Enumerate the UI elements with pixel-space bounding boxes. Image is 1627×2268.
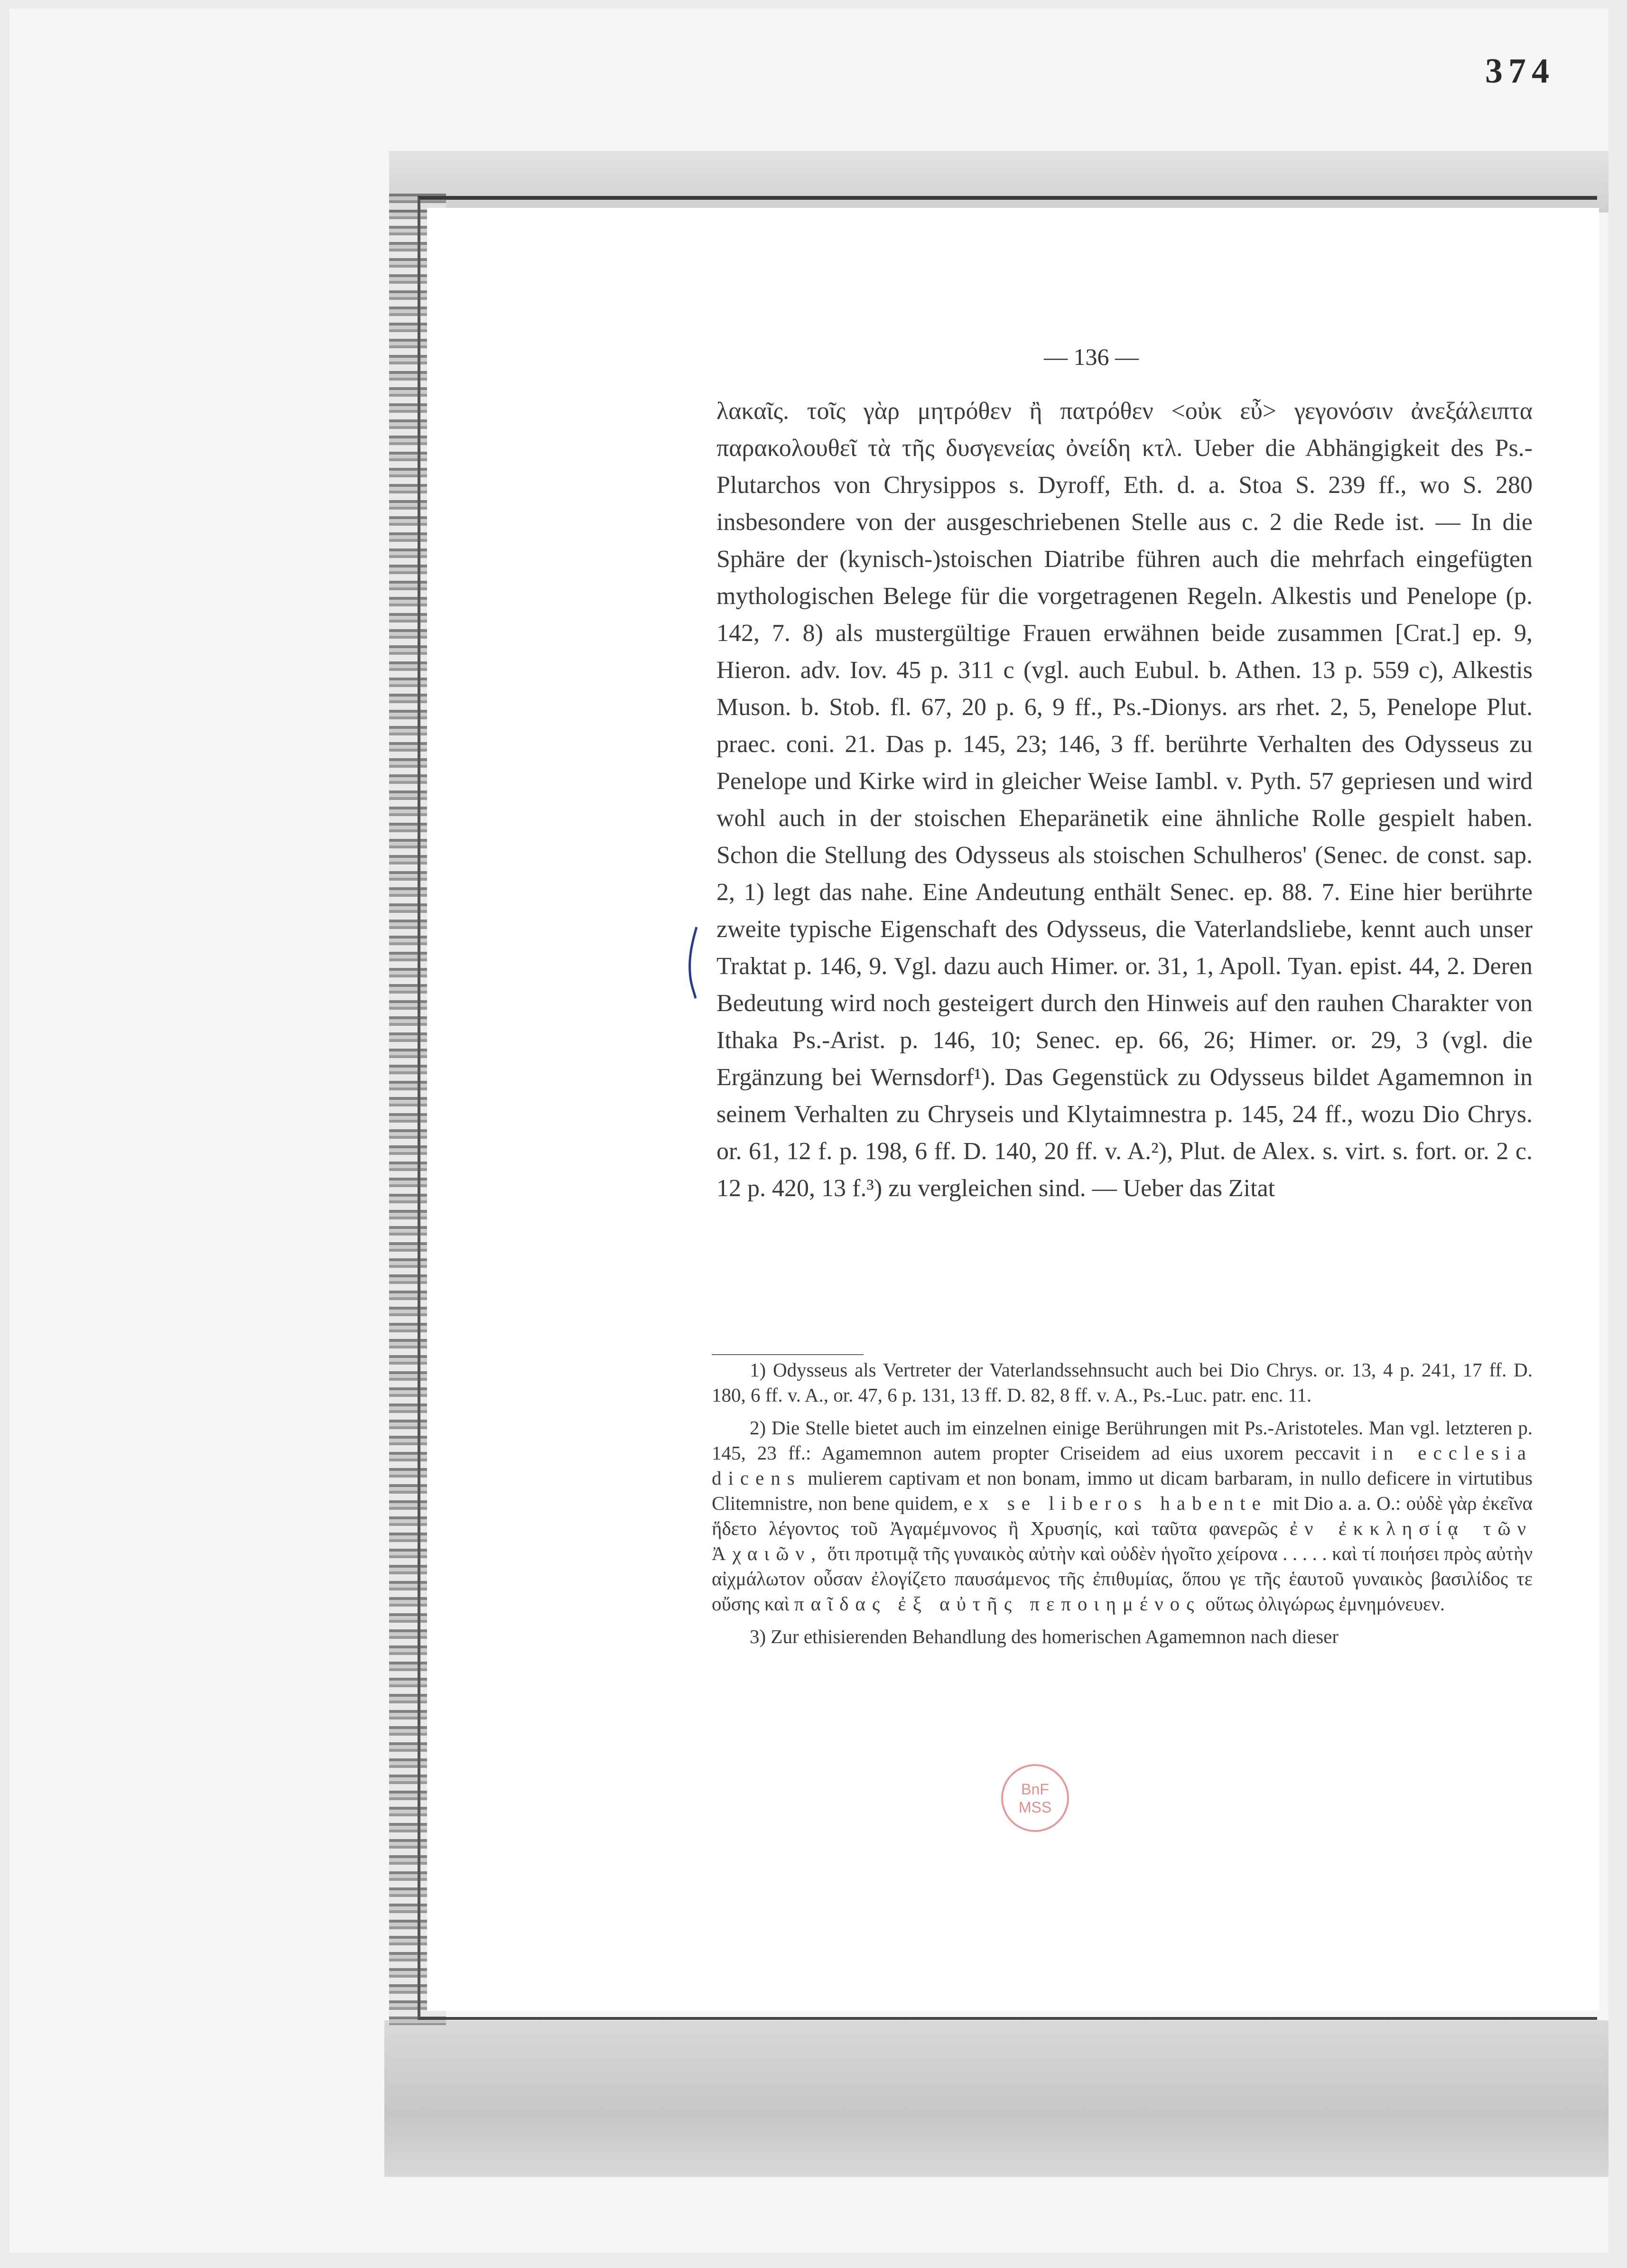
body-text: λακαῖς. τοῖς γὰρ μητρόθεν ἢ πατρόθεν <οὐκ εὖ> γεγονόσιν ἀνεξάλειπτα παρακολουθεῖ τὰ τῆς δυσγενείας ὀνείδη κτλ. Ueber die Abhängigkeit des Ps.-Plutarchos von Chrysippos s. Dyroff, Eth. d. a. Stoa S. 239 ff., wo S. 280 insbesondere von der ausgeschriebenen Stelle aus c. 2 die Rede ist. — In die Sphäre der (kynisch-)stoischen Diatribe führen auch die mehrfach eingefügten mythologischen Belege für die vorgetragenen Regeln. Alkestis und Penelope (p. 142, 7. 8) als mustergültige Frauen erwähnen beide zusammen [Crat.] ep. 9, Hieron. adv. Iov. 45 p. 311 c (vgl. auch Eubul. b. Athen. 13 p. 559 c), Alkestis Muson. b. Stob. fl. 67, 20 p. 6, 9 ff., Ps.-Dionys. ars rhet. 2, 5, Penelope Plut. praec. coni. 21. Das p. 145, 23; 146, 3 ff. berührte Verhalten des Odysseus zu Penelope und Kirke wird in gleicher Weise Iambl. v. Pyth. 57 gepriesen und wird wohl auch in der stoischen Eheparänetik eine ähnliche Rolle gespielt haben. Schon die Stellung des Odysseus als stoischen Schulheros' (Senec. de const. sap. 2, 1) legt das nahe. Eine Andeutung enthält Senec. ep. 88. 7. Eine hier berührte zweite typische Eigenschaft des Odysseus, die Vaterlandsliebe, kennt auch unser Traktat p. 146, 9. Vgl. dazu auch Himer. or. 31, 1, Apoll. Tyan. epist. 44, 2. Deren Bedeutung wird noch gesteigert durch den Hinweis auf den rauhen Charakter von Ithaka Ps.-Arist. p. 146, 10; Senec. ep. 66, 26; Himer. or. 29, 3 (vgl. die Ergänzung bei Wernsdorf¹). Das Gegenstück zu Odysseus bildet Agamemnon in seinem Verhalten zu Chryseis und Klytaimnestra p. 145, 24 ff., wozu Dio Chrys. or. 61, 12 f. p. 198, 6 ff. D. 140, 20 ff. v. A.²), Plut. de Alex. s. virt. s. fort. or. 2 c. 12 p. 420, 13 f.³) zu vergleichen sind. — Ueber das Zitat (716, 398, 1533, 1202)
margin-pencil-mark (683, 924, 702, 1000)
folio-number: 374 (1485, 52, 1555, 91)
scanned-sheet (9, 9, 1608, 2253)
footnote-2: 2) Die Stelle bietet auch im einzelnen einige Berührungen mit Ps.-Aristoteles. Man vgl. letzteren p. 145, 23 ff.: Agamemnon autem propter Criseidem ad eius uxorem peccavit in ecclesia dicens mulierem captivam et non bonam, immo ut dicam barbaram, in nullo deficere in virtutibus Clitemnistre, non bene quidem, ex se liberos habente mit Dio a. a. O.: οὐδὲ γὰρ ἐκεῖνα ἥδετο λέγοντος τοῦ Ἀγαμέμνονος ἢ Χρυσηίς, καὶ ταῦτα φανερῶς ἐν ἐκκλησίᾳ τῶν Ἀχαιῶν, ὅτι προτιμᾷ τῆς γυναικὸς αὐτὴν καὶ οὐδὲν ἡγοῖτο χείρονα . . . . . καὶ τί ποιήσει πρὸς αὐτὴν αἰχμάλωτον οὖσαν ἐλογίζετο παυσάμενος τῆς ἐπιθυμίας, ὅπου γε τῆς ἑαυτοῦ γυναικὸς βασιλίδος τε οὔσης καὶ παῖδας ἐξ αὐτῆς πεποιημένος οὕτως ὀλιγώρως ἐμνημόνευεν. (712, 1417, 1533, 1615)
page-number: — 136 — (1044, 344, 1139, 370)
footnote-rule (712, 1354, 864, 1355)
footnote-1: 1) Odysseus als Vertreter der Vaterlandssehnsucht auch bei Dio Chrys. or. 13, 4 p. 241, 17 ff. D. 180, 6 ff. v. A., or. 47, 6 p. 131, 13 ff. D. 82, 8 ff. v. A., Ps.-Luc. patr. enc. 11. (712, 1359, 1533, 1406)
library-stamp: BnF MSS (1001, 1764, 1069, 1832)
footnotes (712, 1357, 1533, 1657)
footnote-3: 3) Zur ethisierenden Behandlung des homerischen Agamemnon nach dieser (750, 1626, 1339, 1647)
scan-shadow-bottom (384, 2020, 1608, 2177)
